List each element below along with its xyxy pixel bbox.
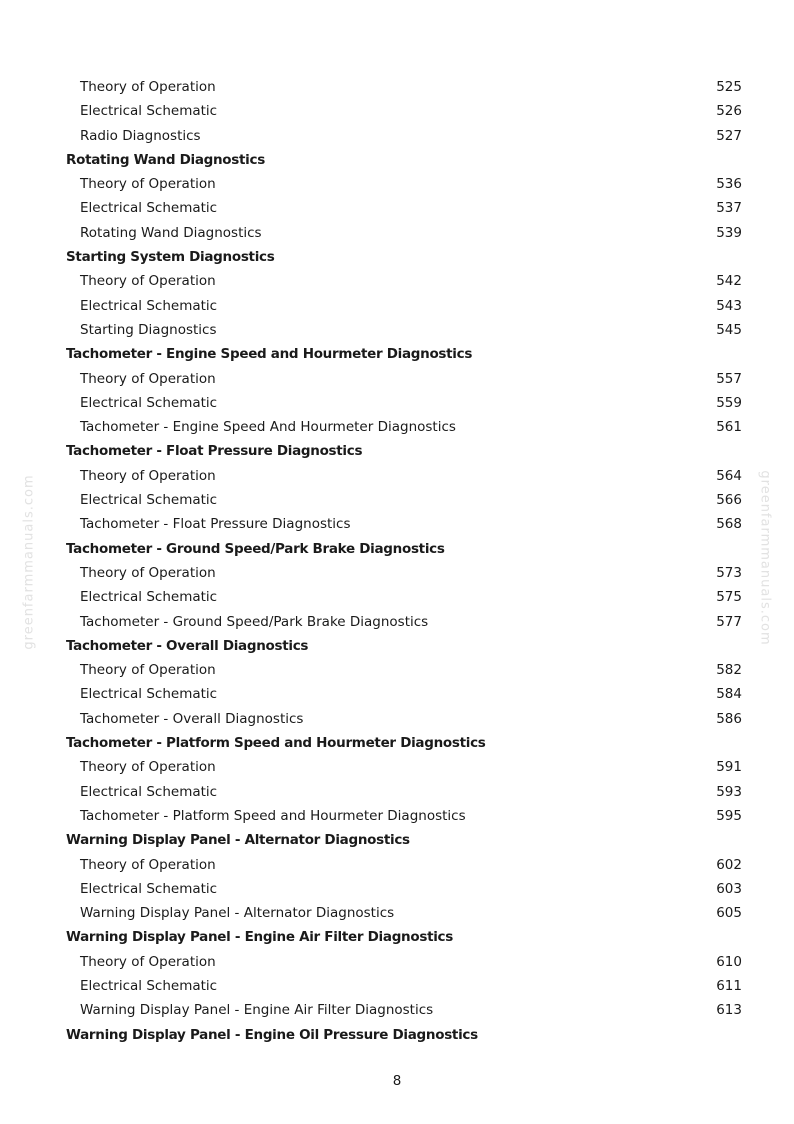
toc-entry[interactable] bbox=[66, 318, 742, 342]
toc-entry[interactable] bbox=[66, 682, 742, 706]
toc-entry[interactable] bbox=[66, 99, 742, 123]
toc-page-number: 573 bbox=[716, 564, 742, 581]
toc-section-heading[interactable] bbox=[66, 925, 742, 949]
toc-page-number: 564 bbox=[716, 467, 742, 484]
toc-entry-title: Rotating Wand Diagnostics bbox=[80, 224, 262, 241]
toc-entry-title: Theory of Operation bbox=[80, 953, 216, 970]
toc-page-number: 603 bbox=[716, 880, 742, 897]
toc-entry-title: Theory of Operation bbox=[80, 564, 216, 581]
toc-entry[interactable] bbox=[66, 75, 742, 99]
toc-entry[interactable] bbox=[66, 707, 742, 731]
toc-page-number: 527 bbox=[716, 127, 742, 144]
toc-section-title: Tachometer - Engine Speed and Hourmeter Diagnostics bbox=[66, 346, 473, 363]
toc-entry[interactable] bbox=[66, 464, 742, 488]
toc-section-heading[interactable] bbox=[66, 634, 742, 658]
toc-page-number: 611 bbox=[716, 977, 742, 994]
toc-entry[interactable] bbox=[66, 585, 742, 609]
toc-entry[interactable] bbox=[66, 998, 742, 1022]
toc-page-number: 568 bbox=[716, 516, 742, 533]
toc-entry-title: Electrical Schematic bbox=[80, 297, 218, 314]
toc-page-number: 526 bbox=[716, 103, 742, 120]
watermark-left: greenfarmmanuals.com bbox=[21, 474, 37, 650]
toc-entry-title: Electrical Schematic bbox=[80, 880, 218, 897]
toc-page-number: 610 bbox=[716, 953, 742, 970]
toc-section-title: Tachometer - Ground Speed/Park Brake Diagnostics bbox=[66, 540, 445, 557]
toc-entry-title: Tachometer - Float Pressure Diagnostics bbox=[80, 516, 351, 533]
toc-section-heading[interactable] bbox=[66, 537, 742, 561]
toc-page-number: 582 bbox=[716, 662, 742, 679]
toc-page-number: 559 bbox=[716, 394, 742, 411]
toc-section-heading[interactable] bbox=[66, 245, 742, 269]
toc-section-title: Warning Display Panel - Alternator Diagnostics bbox=[66, 832, 410, 849]
toc-entry[interactable] bbox=[66, 974, 742, 998]
toc-entry-title: Radio Diagnostics bbox=[80, 127, 201, 144]
toc-entry[interactable] bbox=[66, 367, 742, 391]
toc-section-heading[interactable] bbox=[66, 148, 742, 172]
toc-entry[interactable] bbox=[66, 804, 742, 828]
toc-page-number: 575 bbox=[716, 589, 742, 606]
toc-entry-title: Starting Diagnostics bbox=[80, 321, 217, 338]
toc-page-number: 595 bbox=[716, 807, 742, 824]
toc-entry[interactable] bbox=[66, 877, 742, 901]
toc-page-number: 537 bbox=[716, 200, 742, 217]
toc-entry[interactable] bbox=[66, 415, 742, 439]
toc-section-title: Tachometer - Platform Speed and Hourmeter Diagnostics bbox=[66, 735, 486, 752]
toc-entry[interactable] bbox=[66, 196, 742, 220]
toc-entry[interactable] bbox=[66, 755, 742, 779]
toc-entry-title: Theory of Operation bbox=[80, 856, 216, 873]
toc-page-number: 525 bbox=[716, 79, 742, 95]
toc-page-number: 557 bbox=[716, 370, 742, 387]
toc-section-heading[interactable] bbox=[66, 439, 742, 463]
toc-entry[interactable] bbox=[66, 780, 742, 804]
toc-page-number: 613 bbox=[716, 1002, 742, 1019]
toc-entry-title: Warning Display Panel - Engine Air Filter Diagnostics bbox=[80, 1002, 434, 1019]
toc-entry-title: Tachometer - Platform Speed and Hourmeter Diagnostics bbox=[80, 807, 466, 824]
toc-entry[interactable] bbox=[66, 610, 742, 634]
toc-entry-title: Electrical Schematic bbox=[80, 686, 218, 703]
toc-entry-title: Theory of Operation bbox=[80, 176, 216, 193]
toc-page-number: 543 bbox=[716, 297, 742, 314]
toc-entry-title: Theory of Operation bbox=[80, 79, 216, 95]
toc-entry-title: Electrical Schematic bbox=[80, 977, 218, 994]
toc-section-title: Tachometer - Float Pressure Diagnostics bbox=[66, 443, 363, 460]
toc-entry[interactable] bbox=[66, 561, 742, 585]
toc-section-title: Warning Display Panel - Engine Oil Pressure Diagnostics bbox=[66, 1026, 478, 1043]
table-of-contents bbox=[66, 75, 742, 1047]
toc-entry-title: Theory of Operation bbox=[80, 370, 216, 387]
toc-entry-title: Tachometer - Overall Diagnostics bbox=[80, 710, 304, 727]
toc-section-heading[interactable] bbox=[66, 1023, 742, 1047]
toc-page-number: 602 bbox=[716, 856, 742, 873]
toc-entry[interactable] bbox=[66, 221, 742, 245]
toc-page-number: 584 bbox=[716, 686, 742, 703]
toc-entry-title: Theory of Operation bbox=[80, 662, 216, 679]
toc-entry-title: Theory of Operation bbox=[80, 759, 216, 776]
toc-entry[interactable] bbox=[66, 172, 742, 196]
toc-entry-title: Theory of Operation bbox=[80, 273, 216, 290]
toc-page-number: 591 bbox=[716, 759, 742, 776]
toc-entry[interactable] bbox=[66, 391, 742, 415]
toc-section-title: Warning Display Panel - Engine Air Filter Diagnostics bbox=[66, 929, 453, 946]
toc-entry[interactable] bbox=[66, 901, 742, 925]
toc-entry-title: Electrical Schematic bbox=[80, 200, 218, 217]
toc-entry-title: Electrical Schematic bbox=[80, 394, 218, 411]
toc-entry-title: Electrical Schematic bbox=[80, 783, 218, 800]
toc-page-number: 566 bbox=[716, 492, 742, 509]
toc-page-number: 536 bbox=[716, 176, 742, 193]
toc-page-number: 577 bbox=[716, 613, 742, 630]
toc-entry-title: Theory of Operation bbox=[80, 467, 216, 484]
toc-entry-title: Tachometer - Ground Speed/Park Brake Diagnostics bbox=[80, 613, 429, 630]
watermark-right: greenfarmmanuals.com bbox=[757, 470, 773, 646]
toc-page-number: 561 bbox=[716, 419, 742, 436]
toc-entry-title: Warning Display Panel - Alternator Diagnostics bbox=[80, 905, 395, 922]
toc-entry[interactable] bbox=[66, 488, 742, 512]
toc-page-number: 605 bbox=[716, 905, 742, 922]
toc-page-number: 542 bbox=[716, 273, 742, 290]
toc-entry[interactable] bbox=[66, 124, 742, 148]
toc-entry[interactable] bbox=[66, 658, 742, 682]
toc-entry-title: Electrical Schematic bbox=[80, 103, 218, 120]
page-number: 8 bbox=[392, 1073, 402, 1089]
toc-entry[interactable] bbox=[66, 950, 742, 974]
toc-entry[interactable] bbox=[66, 294, 742, 318]
toc-section-title: Tachometer - Overall Diagnostics bbox=[66, 637, 309, 654]
toc-section-heading[interactable] bbox=[66, 731, 742, 755]
toc-entry[interactable] bbox=[66, 512, 742, 536]
toc-entry[interactable] bbox=[66, 269, 742, 293]
toc-page-number: 545 bbox=[716, 321, 742, 338]
toc-page-number: 593 bbox=[716, 783, 742, 800]
toc-page-number: 539 bbox=[716, 224, 742, 241]
toc-entry-title: Tachometer - Engine Speed And Hourmeter Diagnostics bbox=[80, 419, 456, 436]
toc-section-heading[interactable] bbox=[66, 342, 742, 366]
toc-page-number: 586 bbox=[716, 710, 742, 727]
toc-entry-title: Electrical Schematic bbox=[80, 492, 218, 509]
toc-section-heading[interactable] bbox=[66, 828, 742, 852]
toc-section-title: Rotating Wand Diagnostics bbox=[66, 151, 265, 168]
toc-entry-title: Electrical Schematic bbox=[80, 589, 218, 606]
toc-entry[interactable] bbox=[66, 853, 742, 877]
toc-section-title: Starting System Diagnostics bbox=[66, 249, 275, 266]
